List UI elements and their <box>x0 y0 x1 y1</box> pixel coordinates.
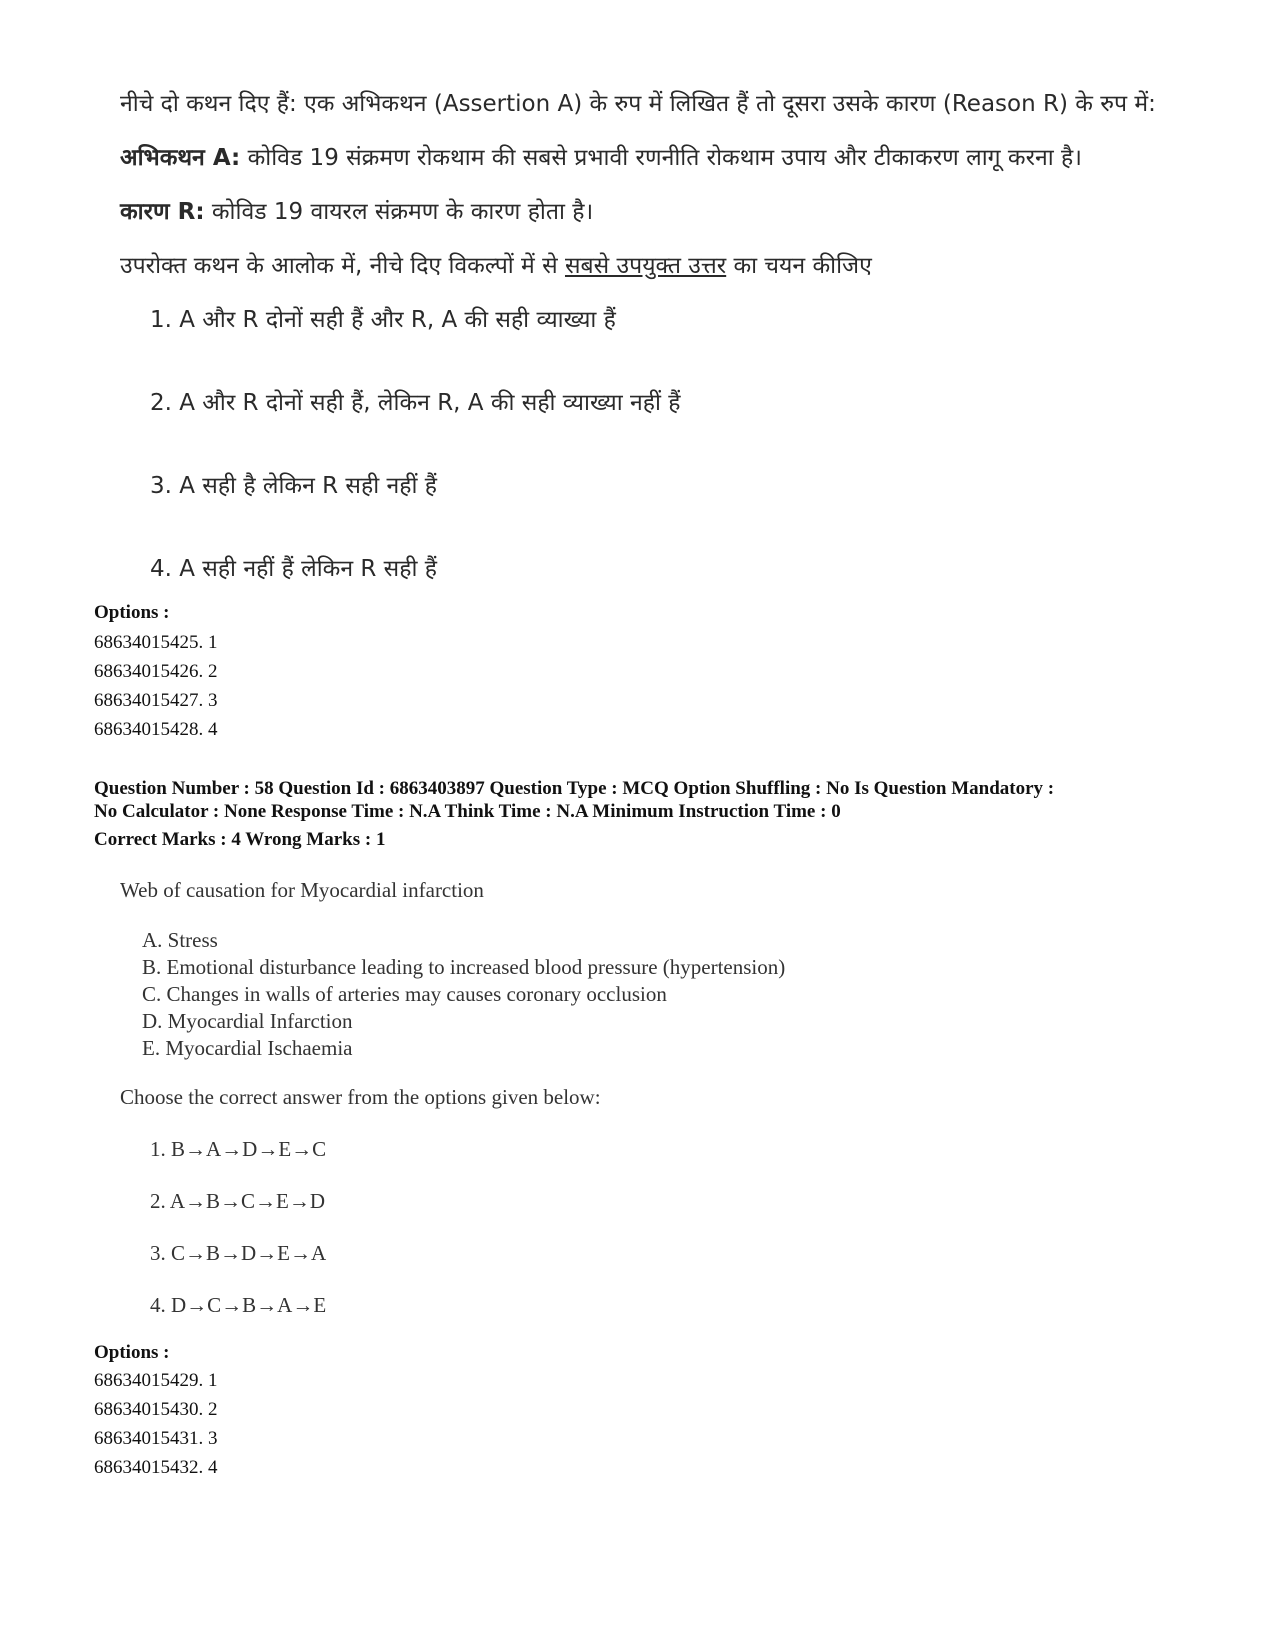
q58-meta-line-2: No Calculator : None Response Time : N.A Think Time : N.A Minimum Instruction Time : 0 <box>94 801 841 822</box>
q58-options-list <box>94 1366 218 1482</box>
q57-intro: नीचे दो कथन दिए हैं: एक अभिकथन (Assertion A) के रुप में लिखित हैं तो दूसरा उसके कारण (Reason R) के रुप में: <box>120 91 1156 117</box>
underlined-phrase: सबसे उपयुक्त उत्तर <box>564 253 727 279</box>
q58-option-3: 68634015431. 3 <box>94 1428 218 1449</box>
q57-options-list <box>94 628 218 744</box>
q58-instruction: Choose the correct answer from the options given below: <box>120 1085 601 1109</box>
q58-item-b: B. Emotional disturbance leading to increased blood pressure (hypertension) <box>142 955 786 979</box>
q57-option-2: 68634015426. 2 <box>94 661 218 682</box>
q58-stem: Web of causation for Myocardial infarction <box>120 878 484 902</box>
q57-choice-4: 4. A सही नहीं हैं लेकिन R सही हैं <box>150 556 437 582</box>
q58-item-a: A. Stress <box>142 928 218 952</box>
q57-choice-3: 3. A सही है लेकिन R सही नहीं हैं <box>150 473 437 499</box>
q57-assertion <box>120 140 1082 172</box>
q58-option-2: 68634015430. 2 <box>94 1399 218 1420</box>
q58-item-d: D. Myocardial Infarction <box>142 1009 353 1033</box>
q58-meta-line-1: Question Number : 58 Question Id : 6863403897 Question Type : MCQ Option Shuffling : No Is Question Mandatory : <box>94 778 1055 799</box>
q58-option-1: 68634015429. 1 <box>94 1370 218 1391</box>
q58-marks: Correct Marks : 4 Wrong Marks : 1 <box>94 829 386 850</box>
reason-label: कारण R: <box>120 199 205 225</box>
q58-item-c: C. Changes in walls of arteries may causes coronary occlusion <box>142 982 667 1006</box>
q58-choice-2: 2. A→B→C→E→D <box>150 1189 326 1213</box>
q58-option-4: 68634015432. 4 <box>94 1457 218 1478</box>
q57-option-3: 68634015427. 3 <box>94 690 218 711</box>
q57-options-label: Options : <box>94 602 170 623</box>
q58-choice-4: 4. D→C→B→A→E <box>150 1293 327 1317</box>
q57-instruction: उपरोक्त कथन के आलोक में, नीचे दिए विकल्पों में से सबसे उपयुक्त उत्तर का चयन कीजिए <box>120 253 872 279</box>
q57-reason <box>120 194 593 226</box>
assertion-label: अभिकथन A: <box>120 145 241 171</box>
q57-option-1: 68634015425. 1 <box>94 632 218 653</box>
q57-choice-2: 2. A और R दोनों सही हैं, लेकिन R, A की सही व्याख्या नहीं हैं <box>150 390 681 416</box>
q58-choice-1: 1. B→A→D→E→C <box>150 1137 327 1161</box>
assertion-text: कोविड 19 संक्रमण रोकथाम की सबसे प्रभावी रणनीति रोकथाम उपाय और टीकाकरण लागू करना है। <box>240 145 1082 171</box>
q57-choice-1: 1. A और R दोनों सही हैं और R, A की सही व्याख्या हैं <box>150 307 616 333</box>
q57-option-4: 68634015428. 4 <box>94 719 218 740</box>
reason-text: कोविड 19 वायरल संक्रमण के कारण होता है। <box>204 199 594 225</box>
q58-item-e: E. Myocardial Ischaemia <box>142 1036 353 1060</box>
q58-options-label: Options : <box>94 1342 170 1363</box>
q58-choice-3: 3. C→B→D→E→A <box>150 1241 327 1265</box>
